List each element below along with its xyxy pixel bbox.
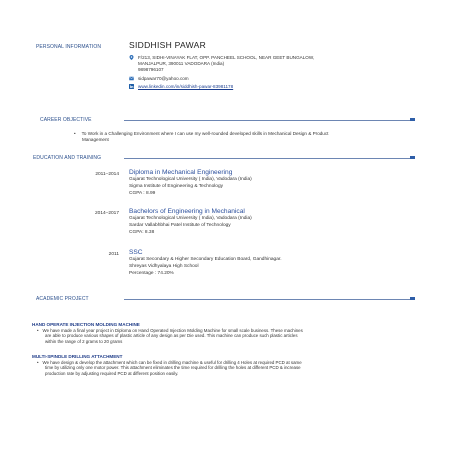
project-1-line-3: within the range of 2 grams to 20 grams xyxy=(45,338,123,344)
phone-number: 9898796107 xyxy=(138,67,164,73)
academic-divider xyxy=(124,299,415,300)
board-1: Gujarat Technological University ( India), Vadodara (India) xyxy=(129,177,252,182)
degree-title-2: Bachelors of Engineering in Mechanical xyxy=(129,208,245,215)
career-divider xyxy=(124,120,415,121)
education-divider xyxy=(124,158,415,159)
career-objective-text: • To Work in a Challenging Environment where I can use my well-rounded developed skills in Mechanical Design & Product Management xyxy=(74,131,434,142)
project-1-line-2: are able to produce various shapes of plastic article of any design as per Die used. This machine can produce such plastic articles xyxy=(45,333,298,339)
score-2: CGPA: 8.38 xyxy=(129,230,155,235)
project-2 xyxy=(32,354,432,376)
project-1 xyxy=(32,322,432,344)
project-2-line-3: production rate by adjusting required PCD at different position easily. xyxy=(45,370,179,376)
project-description-1: • We have made a final year project in Diploma on Hand Operated Injection Molding Machine for small scale business. These machines are able to produce various shapes of plastic article of any design as per Die used. This machine can produce such plastic articles within the range of 2 grams to 20 grams xyxy=(32,328,432,344)
project-title-1: HAND OPERATE INJECTION MOLDING MACHINE xyxy=(32,322,140,327)
institute-3: Shreyas Vidhyalaya High School xyxy=(129,264,199,269)
email-row xyxy=(129,76,429,82)
project-1-line-1: We have made a final year project in Diploma on Hand Operated Injection Molding Machine for small scale business. These machines xyxy=(42,328,303,333)
linkedin-icon xyxy=(129,84,134,89)
institute-1: Sigma Institute of Engineering & Technology xyxy=(129,184,224,189)
address-line-1: F/213, SIDHI-VINAYAK FLAT, OPP. PANCHEEL SCHOOL, NEAR GEET BUNGALOW, xyxy=(138,55,315,60)
education-entry-2 xyxy=(129,208,429,236)
candidate-name: SIDDHISH PAWAR xyxy=(129,40,207,50)
career-objective-line-2: Management xyxy=(82,136,109,142)
location-pin-icon xyxy=(129,55,134,60)
score-1: CGPA : 8.99 xyxy=(129,191,156,196)
education-label: EDUCATION AND TRAINING xyxy=(33,155,102,161)
academic-project-label: ACADEMIC PROJECT xyxy=(36,296,89,302)
career-divider-cap xyxy=(410,118,415,121)
education-divider-cap xyxy=(410,156,415,159)
education-entry-1 xyxy=(129,169,429,197)
linkedin-row xyxy=(129,84,429,90)
linkedin-link[interactable]: www.linkedin.com/in/siddhish-pawar-83981178 xyxy=(138,83,234,89)
education-years-1: 2011–2014 xyxy=(95,172,119,177)
academic-divider-cap xyxy=(410,297,415,300)
project-2-line-2: time by utilizing only one motor power. This attachment eliminates the time required for drilling the holes at different PCD & increase xyxy=(45,365,301,371)
institute-2: Sardar Vallabhbhai Patel Institute of Technology xyxy=(129,223,231,228)
address-line-2: MANJALPUR, 390011 VADODARA (India) xyxy=(138,61,225,67)
education-entry-3 xyxy=(129,249,429,277)
email-icon xyxy=(129,76,134,81)
project-title-2: MULTI-SPINDLE DRILLING ATTACHMENT xyxy=(32,354,123,359)
project-2-line-1: We have design & develop the attachment which can be fixed in drilling machine & useful for drilling 4 Holes at required PCD at same xyxy=(42,360,302,365)
board-3: Gujarat Secondary & Higher Secondary Education Board, Gandhinagar. xyxy=(129,257,282,262)
score-3: Percentage : 74.20% xyxy=(129,271,174,276)
degree-title-1: Diploma in Mechanical Engineering xyxy=(129,169,233,176)
personal-information-label: PERSONAL INFORMATION xyxy=(36,44,102,50)
career-objective-line-1: To Work in a Challenging Environment where I can use my well-rounded developed skills in Mechanical Design & Product xyxy=(81,131,329,136)
board-2: Gujarat Technological University ( India), Vadodara (India) xyxy=(129,216,252,221)
email-address[interactable]: sidpawar70@yahoo.com xyxy=(138,75,189,81)
degree-title-3: SSC xyxy=(129,249,143,256)
project-description-2: • We have design & develop the attachment which can be fixed in drilling machine & useful for drilling 4 Holes at required PCD at same time by utilizing only one motor power. This attachment eliminates the time required for drilling the holes at different PCD & increase production rate by adjusting required PCD at different position easily. xyxy=(32,360,432,376)
education-years-3: 2011 xyxy=(108,252,119,257)
education-years-2: 2014–2017 xyxy=(94,211,119,216)
career-objective-label: CAREER OBJECTIVE xyxy=(40,117,92,123)
contact-block xyxy=(129,55,429,90)
